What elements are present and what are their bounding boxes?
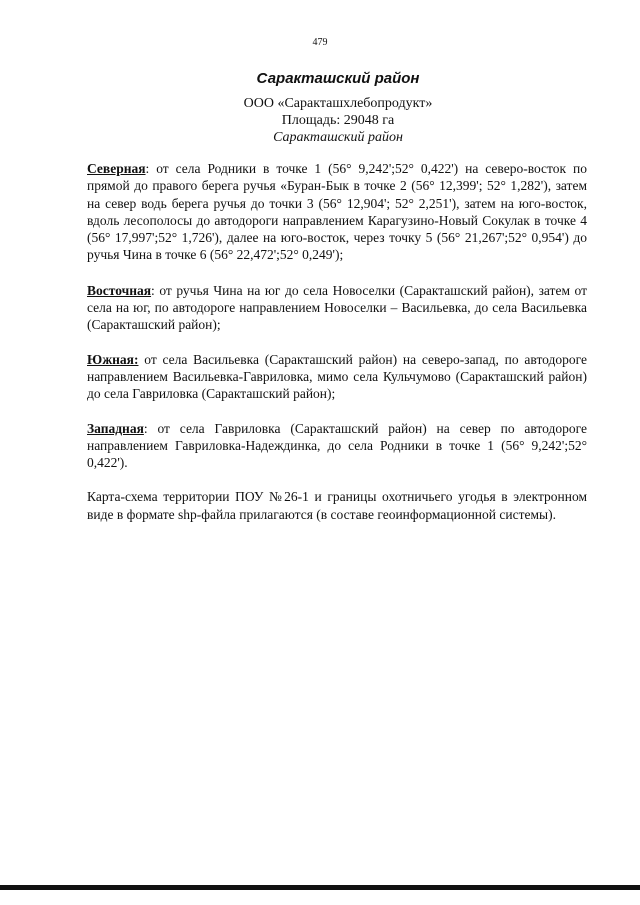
- west-boundary-paragraph: [87, 420, 587, 472]
- area-value: Площадь: 29048 га: [281, 113, 395, 128]
- east-boundary-label: Восточная: [87, 282, 152, 298]
- district-title: Саракташский район: [256, 70, 420, 87]
- map-note-paragraph: Карта-схема территории ПОУ №26-1 и границы охотничьего угодья в электронном виде в формате shp-файла прилагаются (в составе геоинформационной системы).: [87, 489, 587, 522]
- east-boundary-text: : от ручья Чина на юг до села Новоселки (Саракташский район), затем от села на юг, по автодороге направлением Новоселки – Васильевка, до села Васильевка (Саракташский район);: [87, 282, 587, 333]
- document-body: [87, 160, 587, 523]
- west-boundary-label: Западная: [87, 420, 144, 436]
- east-boundary-paragraph: [87, 282, 587, 334]
- district-subtitle: Саракташский район: [273, 130, 403, 145]
- north-boundary-label: Северная: [87, 161, 146, 176]
- north-boundary-text: : от села Родники в точке 1 (56° 9,242';52° 0,422') на северо-восток по прямой до правого берега ручья «Буран-Бык в точке 2 (56° 12,399'; 52° 1,282'), затем на север водь берега ручья до точки 3 (56° 12,904'; 52° 2,251'), затем на юго-восток, вдоль лесополосы до автодороги направлением Карагузино-Новый Сокулак в точке 4 (56° 17,997';52° 1,726'), далее на юго-восток, через точку 5 (56° 21,267';52° 0,954') до ручья Чина в точке 6 (56° 22,472';52° 0,249');: [87, 161, 587, 263]
- organization-name: ООО «Саракташхлебопродукт»: [243, 96, 433, 111]
- south-boundary-label: Южная:: [87, 351, 139, 367]
- south-boundary-paragraph: [87, 351, 587, 403]
- bottom-rule: [0, 885, 640, 890]
- document-heading: [0, 70, 640, 146]
- west-boundary-text: : от села Гавриловка (Саракташский район) на север по автодороге направлением Гавриловка-Надеждинка, до села Родники в точке 1 (56° 9,242';52° 0,422').: [87, 420, 587, 471]
- south-boundary-text: от села Васильевка (Саракташский район) на северо-запад, по автодороге направлением Васильевка-Гавриловка, мимо села Кульчумово (Саракташский район) до села Гавриловка (Саракташский район);: [87, 351, 587, 402]
- north-boundary-paragraph: [87, 160, 587, 264]
- page-number: 479: [312, 37, 328, 48]
